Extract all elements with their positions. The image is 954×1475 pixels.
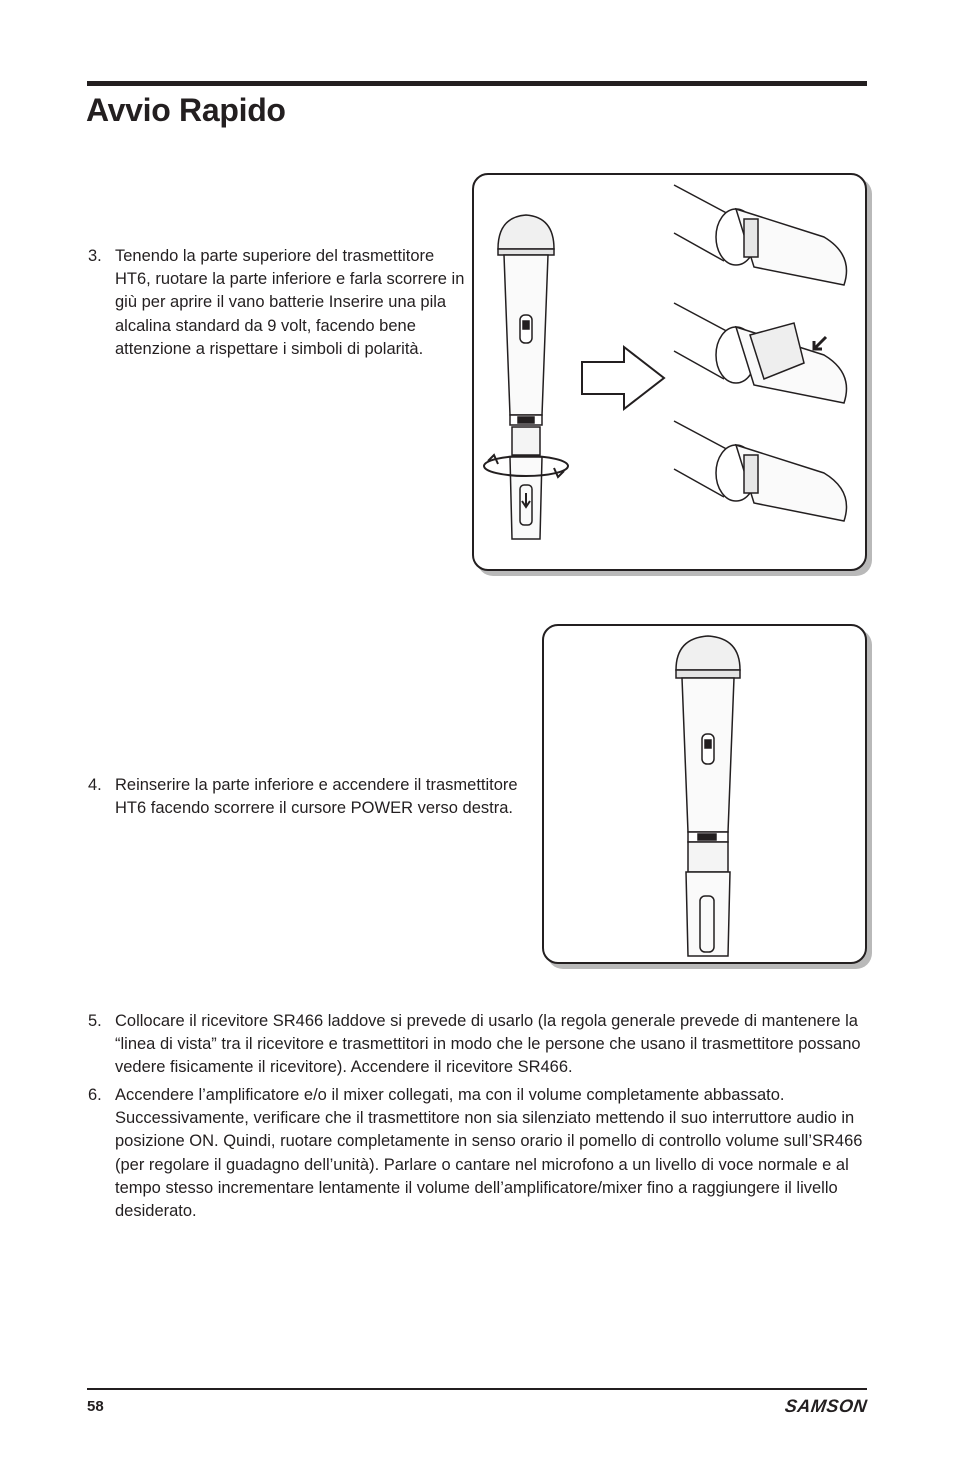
step-text: Collocare il ricevitore SR466 laddove si prevede di usarlo (la regola generale prevede di mantenere la “linea di vista” tra il ricevitore e trasmettitori in modo che le persone che usano il trasmettitore possano vedere fisicamente il ricevitore). Accendere il ricevitore SR466. bbox=[115, 1012, 861, 1077]
bottom-rule bbox=[87, 1388, 867, 1390]
brand-logo: SAMSON bbox=[783, 1396, 869, 1416]
step-text: Reinserire la parte inferiore e accendere il trasmettitore HT6 facendo scorrere il cursore POWER verso destra. bbox=[115, 776, 518, 818]
step-3 bbox=[88, 245, 473, 361]
step-number: 6. bbox=[88, 1086, 102, 1104]
step-4 bbox=[88, 774, 543, 820]
battery-install-illustration bbox=[472, 173, 867, 571]
step-number: 3. bbox=[88, 247, 102, 265]
step-5 bbox=[88, 1010, 868, 1080]
step-6 bbox=[88, 1084, 868, 1223]
power-switch-illustration bbox=[542, 624, 867, 964]
step-number: 5. bbox=[88, 1012, 102, 1030]
page-number: 58 bbox=[87, 1398, 104, 1415]
top-rule bbox=[87, 81, 867, 86]
step-number: 4. bbox=[88, 776, 102, 794]
step-text: Tenendo la parte superiore del trasmettitore HT6, ruotare la parte inferiore e farla scorrere in giù per aprire il vano batterie Inserire una pila alcalina standard da 9 volt, facendo bene attenzione a rispettare i simboli di polarità. bbox=[115, 247, 465, 358]
step-text: Accendere l’amplificatore e/o il mixer collegati, ma con il volume completamente abbassato. Successivamente, verificare che il trasmettitore non sia silenziato mettendo il suo interruttore audio in posizione ON. Quindi, ruotare completamente in senso orario il pomello di controllo volume sull’SR466 (per regolare il guadagno dell’unità). Parlare o cantare nel microfono a un livello di voce normale e al tempo stesso incrementare lentamente il volume dell’amplificatore/mixer fino a raggiungere il livello desiderato. bbox=[115, 1086, 863, 1221]
page-title: Avvio Rapido bbox=[86, 92, 286, 128]
